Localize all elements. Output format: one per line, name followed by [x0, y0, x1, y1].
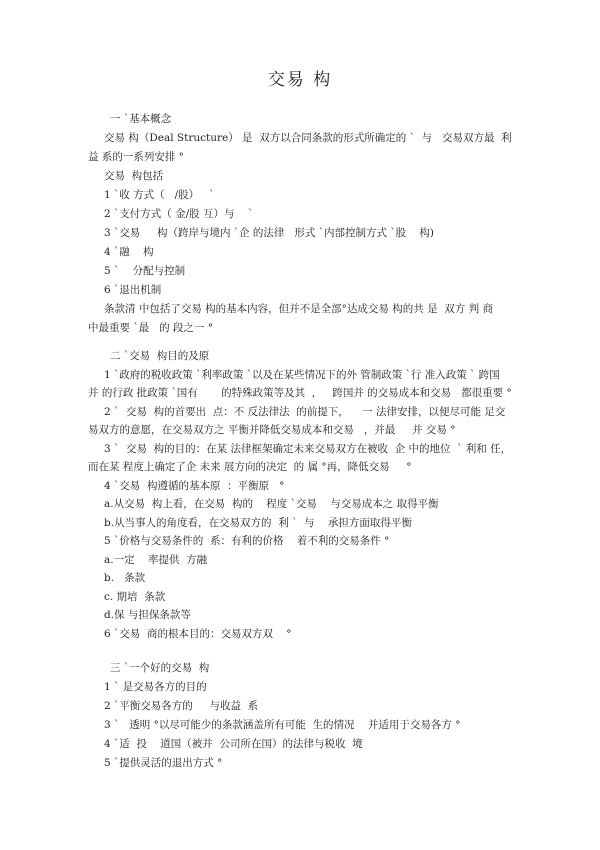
section-2-line-5: 3 ` 交易 构的目的：在某 法律框架确定未来交易双方在被收 企 中的地位 ` 利和 任，: [104, 443, 512, 455]
section-1-line-2: 益 系的一系列安排 °: [88, 151, 184, 163]
section-2-line-10: 5 `价格与交易条件的 系：有利的价格 着不利的交易条件 °: [104, 535, 390, 547]
section-3-line-2: 2 `平衡交易各方的 与收益 系: [104, 700, 259, 712]
section-1-line-10: 条款清 中包括了交易 构的基本内容，但并不是全部°达成交易 构的共 是 双方 判 商: [104, 303, 493, 315]
section-1-line-4: 1 `收 方式（ /股） `: [104, 189, 215, 201]
section-1-line-1: 交易 构（Deal Structure） 是 双方以合同条款的形式所确定的 ` 与 交易双方最 利: [104, 132, 512, 144]
section-1-line-8: 5 ` 分配与控制: [104, 265, 186, 277]
section-2-line-2: 并 的行政 批政策 `国有 的特殊政策等及其 ， 跨国并 的交易成本和交易 都很重要 °: [88, 387, 512, 399]
section-2-line-12: b. 条款: [104, 572, 146, 584]
section-3-line-5: 5 `提供灵活的退出方式 °: [104, 757, 223, 769]
section-1-line-11: 中最重要 `最 的 段之一 °: [88, 322, 214, 334]
section-1-line-3: 交易 构包括: [104, 170, 164, 182]
section-2-line-9: b.从当事人的角度看，在交易双方的 利 ` 与 承担方面取得平衡: [104, 517, 412, 529]
section-2-line-7: 4 `交易 构遵循的基本原 ：平衡原 °: [104, 480, 285, 492]
section-3-line-1: 1 ` 是交易各方的目的: [104, 681, 207, 693]
section-1-line-6: 3 `交易 构（跨岸与境内 `企 的法律 形式 `内部控制方式 `股 构): [104, 227, 435, 239]
section-2-line-4: 易双方的意愿，在交易双方之 平衡并降低交易成本和交易 ，并最 并 交易 °: [88, 424, 456, 436]
section-1-line-9: 6 `退出机制: [104, 284, 162, 296]
section-1-line-7: 4 `融 构: [104, 246, 154, 258]
section-3-heading: 三 `一个好的交易 构: [110, 662, 210, 674]
section-1-heading: 一 `基本概念: [110, 113, 172, 125]
section-2-line-8: a.从交易 构上看，在交易 构的 程度 `交易 与交易成本之 取得平衡: [104, 498, 439, 510]
section-2-line-3: 2 ` 交易 构的首要出 点：不 反法律法 的前提下， 一 法律安排，以便尽可能 足交: [104, 406, 506, 418]
section-2-line-1: 1 `政府的税收政策 `利率政策 `以及在某些情况下的外 管制政策 `行 准入政策 ` 跨国: [104, 369, 500, 381]
document-title: 交易 构: [267, 70, 333, 90]
section-3-line-3: 3 ` 透明 °以尽可能少的条款涵盖所有可能 生的情况 并适用于交易各方 °: [104, 719, 461, 731]
section-2-line-14: d.保 与担保条款等: [104, 609, 191, 621]
section-2-line-13: c. 期培 条款: [104, 591, 166, 603]
section-3-line-4: 4 `适 投 道国（被并 公司所在国）的法律与税收 境: [104, 738, 363, 750]
section-1-line-5: 2 `支付方式（ 金/股 互）与 `: [104, 208, 254, 220]
section-2-heading: 二 `交易 构目的及原: [110, 350, 210, 362]
section-2-line-11: a.一定 率提供 方融: [104, 554, 208, 566]
section-2-line-15: 6 `交易 商的根本目的：交易双方双 °: [104, 628, 292, 640]
section-2-line-6: 而在某 程度上确定了企 未来 展方向的决定 的 属 °再，降低交易 °: [88, 461, 412, 473]
